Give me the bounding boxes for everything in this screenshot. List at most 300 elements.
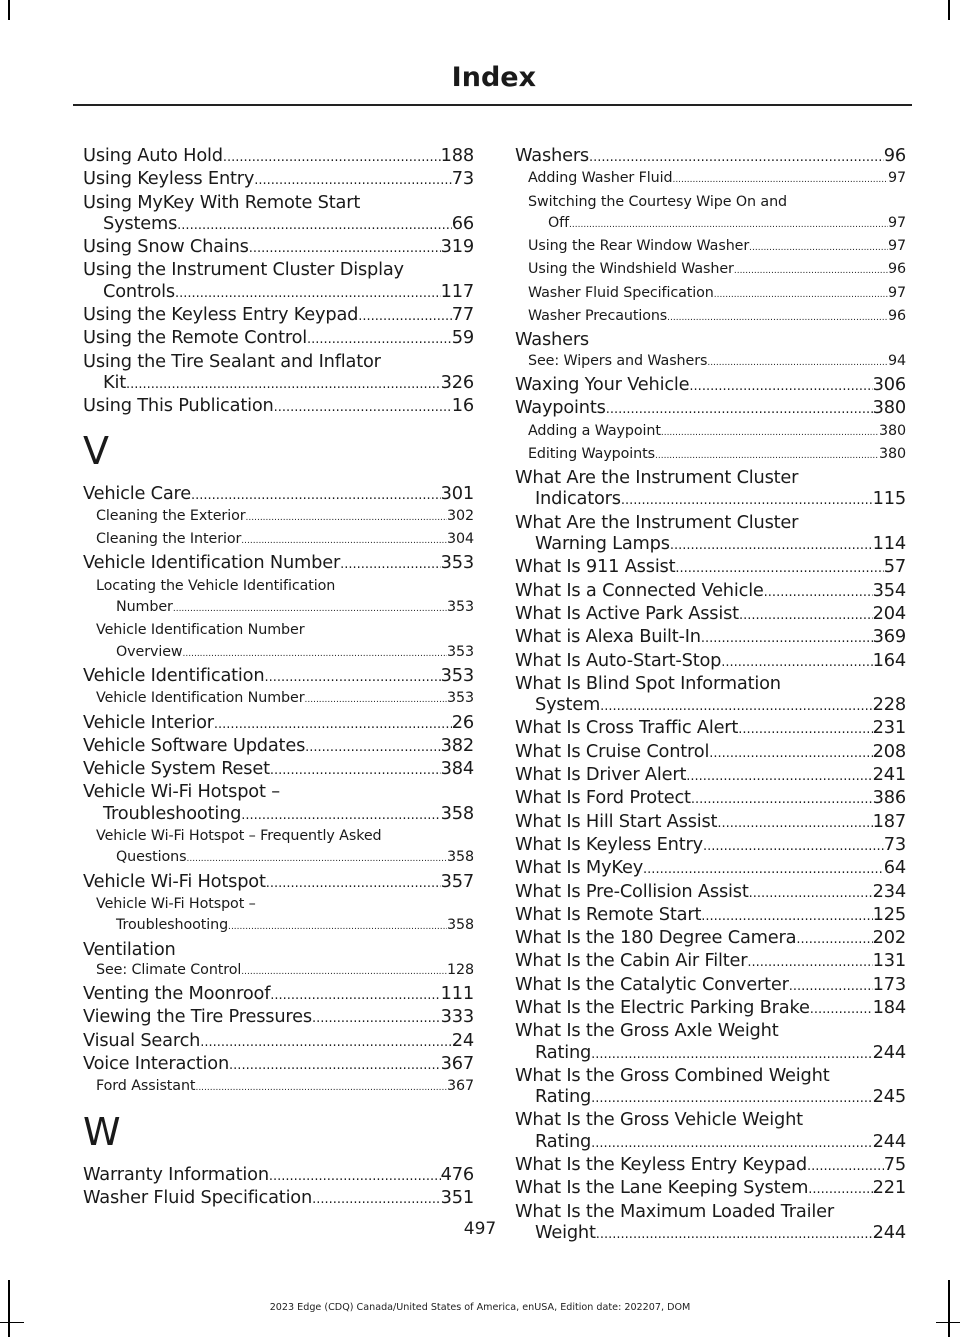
index-entry-text: Vehicle Identification Number — [96, 690, 305, 707]
index-entry-text: Venting the Moonroof — [83, 983, 271, 1005]
index-subentry — [515, 168, 906, 191]
dot-leader — [270, 983, 440, 1006]
index-page-ref[interactable]: 97 — [888, 238, 906, 255]
index-entry — [515, 673, 906, 718]
index-entry-text: What Is 911 Assist — [515, 556, 676, 578]
index-subentry — [83, 688, 474, 711]
index-page-ref[interactable]: 302 — [447, 507, 474, 524]
index-entry-text: What Is Active Park Assist — [515, 602, 739, 624]
dot-leader — [340, 552, 441, 575]
crop-mark-bottom-right-v — [948, 1280, 950, 1337]
dot-leader — [591, 1086, 873, 1109]
index-page-ref[interactable]: 59 — [451, 327, 474, 349]
dot-leader — [703, 834, 884, 857]
footer-edition-info: 2023 Edge (CDQ) Canada/United States of America, enUSA, Edition date: 202207, DOM — [269, 1302, 691, 1313]
dot-leader — [223, 145, 441, 168]
index-page-ref[interactable]: 353 — [440, 552, 474, 574]
index-entry-text: Viewing the Tire Pressures — [83, 1006, 312, 1028]
index-entry-text: What Is the Keyless Entry Keypad — [515, 1154, 807, 1176]
index-entry — [83, 1164, 474, 1187]
index-entry-text: What Are the Instrument Cluster — [515, 467, 799, 489]
index-page-ref[interactable]: 97 — [888, 284, 906, 301]
dot-leader — [269, 1164, 441, 1187]
index-entry-text: Locating the Vehicle Identification — [96, 577, 336, 594]
index-entry — [83, 145, 474, 168]
dot-leader — [749, 236, 888, 259]
index-entry — [83, 1030, 474, 1053]
dot-leader — [606, 397, 873, 420]
index-page-ref[interactable]: 221 — [872, 1177, 906, 1199]
index-entry — [515, 811, 906, 834]
dot-leader — [312, 1006, 441, 1029]
index-subentry — [515, 283, 906, 306]
dot-leader — [126, 372, 441, 395]
index-page-ref[interactable]: 97 — [888, 170, 906, 187]
index-entry-text: Using MyKey With Remote Start — [83, 191, 361, 213]
index-entry — [515, 626, 906, 649]
index-entry — [515, 603, 906, 626]
index-subentry — [83, 826, 474, 871]
dot-leader — [569, 213, 888, 236]
dot-leader — [591, 1131, 873, 1154]
dot-leader — [689, 374, 872, 397]
index-page-ref[interactable]: 353 — [447, 690, 474, 707]
index-page-ref[interactable]: 204 — [872, 602, 906, 624]
dot-leader — [228, 915, 447, 938]
index-entry-text: What Are the Instrument Cluster — [515, 511, 799, 533]
index-page-ref[interactable]: 386 — [872, 787, 906, 809]
index-page-ref[interactable]: 333 — [440, 1006, 474, 1028]
index-entry — [83, 983, 474, 1006]
index-entry — [83, 327, 474, 350]
index-page-ref[interactable]: 353 — [447, 643, 474, 660]
index-letter-heading: W — [83, 1109, 121, 1154]
index-page-ref[interactable]: 358 — [440, 802, 474, 824]
index-entry-text: Rating — [535, 1041, 592, 1063]
index-entry-text: What Is the Maximum Loaded Trailer — [515, 1200, 834, 1222]
index-entry-text: Using the Remote Control — [83, 327, 307, 349]
index-page-ref[interactable]: 353 — [447, 599, 474, 616]
index-page-ref[interactable]: 57 — [883, 556, 906, 578]
index-page-ref[interactable]: 24 — [451, 1029, 474, 1051]
index-page-ref[interactable]: 188 — [440, 145, 474, 166]
index-subentry — [515, 192, 906, 237]
index-entry — [83, 1006, 474, 1029]
index-entry-text: What Is the 180 Degree Camera — [515, 927, 797, 949]
index-entry-text: What Is the Catalytic Converter — [515, 973, 789, 995]
index-subentry — [83, 506, 474, 529]
crop-mark-top-right-v — [948, 0, 950, 20]
index-entry — [515, 329, 906, 350]
index-page-ref[interactable]: 73 — [451, 168, 474, 190]
index-page-ref[interactable]: 244 — [872, 1221, 906, 1243]
dot-leader — [738, 717, 872, 740]
index-entry-text: Number — [116, 599, 173, 616]
index-page-ref[interactable]: 380 — [879, 445, 906, 462]
index-entry-text: Vehicle Identification Number — [96, 622, 305, 639]
index-page-ref[interactable]: 380 — [879, 422, 906, 439]
index-entry-text: Rating — [535, 1130, 592, 1152]
index-page-ref[interactable]: 367 — [440, 1052, 474, 1074]
dot-leader — [796, 927, 872, 950]
index-entry-text: Voice Interaction — [83, 1052, 230, 1074]
index-entry-text: Vehicle Identification Number — [83, 552, 341, 574]
index-entry-text: Warning Lamps — [535, 533, 670, 555]
index-entry — [515, 927, 906, 950]
dot-leader — [254, 168, 452, 191]
index-subentry — [515, 421, 906, 444]
index-entry-text: What Is MyKey — [515, 857, 644, 879]
dot-leader — [661, 421, 879, 444]
dot-leader — [643, 857, 884, 880]
index-page-ref[interactable]: 96 — [888, 308, 906, 325]
index-entry-text: Vehicle Care — [83, 482, 192, 504]
dot-leader — [177, 213, 452, 236]
dot-leader — [807, 1154, 884, 1177]
index-entry-text: Adding Washer Fluid — [528, 170, 673, 187]
index-page-ref[interactable]: 208 — [872, 740, 906, 762]
dot-leader — [241, 529, 447, 552]
dot-leader — [307, 327, 452, 350]
index-letter-heading: V — [83, 428, 109, 473]
index-entry-text: Using Keyless Entry — [83, 168, 255, 190]
index-entry-text: What is Alexa Built-In — [515, 626, 701, 648]
index-entry — [83, 236, 474, 259]
index-entry — [515, 904, 906, 927]
index-entry — [83, 395, 474, 418]
index-page-ref[interactable]: 96 — [883, 145, 906, 166]
header-rule — [73, 104, 912, 106]
index-entry-text: Washers — [515, 329, 589, 351]
index-page-ref[interactable]: 382 — [440, 734, 474, 756]
dot-leader — [667, 306, 888, 329]
index-entry-text: Systems — [103, 212, 178, 234]
dot-leader — [655, 444, 879, 467]
index-entry — [83, 168, 474, 191]
index-entry-text: Waxing Your Vehicle — [515, 373, 690, 395]
index-page-ref[interactable]: 369 — [872, 626, 906, 648]
dot-leader — [739, 603, 873, 626]
dot-leader — [312, 1187, 441, 1210]
index-subentry — [515, 236, 906, 259]
dot-leader — [670, 533, 873, 556]
index-page-ref[interactable]: 244 — [872, 1130, 906, 1152]
dot-leader — [701, 626, 873, 649]
index-entry-text: What Is Pre-Collision Assist — [515, 880, 749, 902]
index-entry — [515, 1020, 906, 1065]
index-entry — [83, 665, 474, 688]
dot-leader — [675, 556, 883, 579]
index-subentry — [83, 620, 474, 665]
dot-leader — [264, 665, 440, 688]
index-entry-text: Controls — [103, 280, 175, 302]
index-entry — [515, 764, 906, 787]
index-entry — [515, 974, 906, 997]
index-entry-text: What Is Cross Traffic Alert — [515, 717, 739, 739]
index-entry-text: Visual Search — [83, 1029, 201, 1051]
index-page-ref[interactable]: 128 — [447, 961, 474, 978]
page-title: Index — [451, 62, 536, 93]
index-page-ref[interactable]: 304 — [447, 531, 474, 548]
index-page-ref[interactable]: 241 — [872, 764, 906, 786]
index-entry-text: Weight — [535, 1221, 596, 1243]
index-entry-text: Waypoints — [515, 397, 606, 419]
index-entry-text: See: Wipers and Washers — [528, 352, 708, 369]
dot-leader — [747, 950, 872, 973]
index-page-ref[interactable]: 184 — [872, 996, 906, 1018]
index-subentry — [83, 529, 474, 552]
index-page-ref[interactable]: 96 — [888, 261, 906, 278]
dot-leader — [810, 997, 873, 1020]
index-page-ref[interactable]: 97 — [888, 214, 906, 231]
index-entry — [83, 758, 474, 781]
dot-leader — [270, 758, 441, 781]
dot-leader — [214, 712, 452, 735]
index-entry — [515, 787, 906, 810]
dot-leader — [672, 168, 888, 191]
index-entry-text: What Is Blind Spot Information — [515, 672, 781, 694]
index-entry-text: Vehicle Wi-Fi Hotspot — [83, 870, 266, 892]
dot-leader — [701, 904, 872, 927]
index-entry-text: Using the Keyless Entry Keypad — [83, 304, 359, 326]
index-page-ref[interactable]: 245 — [872, 1086, 906, 1108]
index-entry-text: Vehicle System Reset — [83, 758, 270, 780]
dot-leader — [789, 974, 873, 997]
index-entry-text: What Is a Connected Vehicle — [515, 579, 764, 601]
index-entry-text: Vehicle Wi-Fi Hotspot – Frequently Asked — [96, 828, 382, 845]
dot-leader — [241, 803, 440, 826]
index-entry-text: What Is the Gross Vehicle Weight — [515, 1109, 803, 1131]
index-page-ref[interactable]: 77 — [451, 304, 474, 326]
dot-leader — [305, 688, 448, 711]
index-page-ref[interactable]: 228 — [872, 694, 906, 716]
index-entry-text: Ventilation — [83, 938, 176, 960]
index-entry-text: Vehicle Wi-Fi Hotspot – — [96, 895, 256, 912]
index-entry-text: Washer Fluid Specification — [528, 284, 714, 301]
dot-leader — [734, 259, 888, 282]
dot-leader — [589, 145, 884, 168]
index-entry-text: Troubleshooting — [103, 802, 242, 824]
index-entry — [515, 374, 906, 397]
index-entry — [515, 997, 906, 1020]
index-entry-text: Using the Rear Window Washer — [528, 238, 750, 255]
index-page-ref[interactable]: 73 — [883, 833, 906, 855]
dot-leader — [191, 483, 441, 506]
dot-leader — [187, 847, 448, 870]
index-page-ref[interactable]: 26 — [451, 711, 474, 733]
index-page-ref[interactable]: 16 — [451, 395, 474, 417]
index-page-ref[interactable]: 306 — [872, 373, 906, 395]
index-page-ref[interactable]: 187 — [872, 810, 906, 832]
dot-leader — [686, 764, 872, 787]
index-page-ref[interactable]: 75 — [883, 1154, 906, 1176]
index-page-ref[interactable]: 367 — [447, 1078, 474, 1095]
index-entry — [83, 192, 474, 237]
index-entry — [83, 304, 474, 327]
index-entry — [515, 1065, 906, 1110]
index-entry-text: Using the Windshield Washer — [528, 261, 734, 278]
index-page-ref[interactable]: 351 — [440, 1186, 474, 1208]
index-entry-text: Switching the Courtesy Wipe On and — [528, 193, 788, 210]
index-entry-text: Adding a Waypoint — [528, 422, 661, 439]
index-entry-text: What Is the Gross Combined Weight — [515, 1064, 830, 1086]
dot-leader — [717, 811, 872, 834]
index-entry-text: Rating — [535, 1086, 592, 1108]
dot-leader — [175, 281, 441, 304]
index-entry-text: What Is Ford Protect — [515, 787, 691, 809]
index-entry-text: Ford Assistant — [96, 1078, 196, 1095]
index-column-right — [515, 145, 906, 1245]
index-page-ref[interactable]: 354 — [872, 579, 906, 601]
index-entry-text: Using the Tire Sealant and Inflator — [83, 350, 381, 372]
index-page-ref[interactable]: 358 — [447, 917, 474, 934]
index-entry — [515, 834, 906, 857]
dot-leader — [249, 236, 441, 259]
index-entry-text: Vehicle Identification — [83, 664, 265, 686]
index-entry — [515, 717, 906, 740]
index-entry-text: See: Climate Control — [96, 961, 242, 978]
index-entry — [515, 1154, 906, 1177]
dot-leader — [721, 650, 872, 673]
index-entry — [83, 483, 474, 506]
index-subentry — [515, 351, 906, 374]
dot-leader — [621, 488, 873, 511]
index-page-ref[interactable]: 358 — [447, 849, 474, 866]
index-entry — [83, 259, 474, 304]
index-entry-text: Cleaning the Exterior — [96, 507, 246, 524]
index-page-ref[interactable]: 64 — [883, 857, 906, 879]
index-entry-text: Washer Fluid Specification — [83, 1186, 313, 1208]
index-entry-text: Vehicle Interior — [83, 711, 214, 733]
index-page-ref[interactable]: 326 — [440, 371, 474, 393]
index-entry — [515, 1109, 906, 1154]
index-page-ref[interactable]: 244 — [872, 1041, 906, 1063]
index-entry — [515, 650, 906, 673]
index-subentry — [515, 259, 906, 282]
dot-leader — [241, 960, 447, 983]
index-subentry — [515, 306, 906, 329]
index-page-ref[interactable]: 117 — [440, 280, 474, 302]
index-subentry — [83, 960, 474, 983]
index-entry-text: What Is the Electric Parking Brake — [515, 996, 810, 1018]
index-entry-text: Using the Instrument Cluster Display — [83, 259, 404, 281]
dot-leader — [358, 304, 452, 327]
index-page-ref[interactable]: 380 — [872, 397, 906, 419]
dot-leader — [691, 787, 873, 810]
index-entry — [515, 397, 906, 420]
index-entry-text: Cleaning the Interior — [96, 531, 242, 548]
index-entry-text: What Is Keyless Entry — [515, 833, 703, 855]
index-subentry — [83, 576, 474, 621]
crop-mark-top-left-v — [8, 0, 10, 20]
index-page-ref[interactable]: 94 — [888, 352, 906, 369]
index-entry — [515, 467, 906, 512]
index-page-ref[interactable]: 234 — [872, 880, 906, 902]
index-entry — [83, 351, 474, 396]
index-page-ref[interactable]: 115 — [872, 488, 906, 510]
index-entry-text: Indicators — [535, 488, 621, 510]
index-subentry — [83, 1076, 474, 1099]
index-entry-text: What Is Cruise Control — [515, 740, 710, 762]
index-entry-text: Washers — [515, 145, 589, 166]
index-entry-text: What Is Hill Start Assist — [515, 810, 718, 832]
index-subentry — [515, 444, 906, 467]
index-entry — [515, 1177, 906, 1200]
index-entry — [515, 512, 906, 557]
index-subentry — [83, 894, 474, 939]
dot-leader — [591, 1042, 873, 1065]
index-entry-text: What Is Auto-Start-Stop — [515, 649, 722, 671]
index-entry — [515, 881, 906, 904]
index-page-ref[interactable]: 384 — [440, 758, 474, 780]
index-page-ref[interactable]: 111 — [440, 983, 474, 1005]
index-entry — [83, 712, 474, 735]
index-page-ref[interactable]: 357 — [440, 870, 474, 892]
index-page-ref[interactable]: 125 — [872, 903, 906, 925]
dot-leader — [600, 694, 873, 717]
dot-leader — [195, 1076, 447, 1099]
index-entry-text: What Is Driver Alert — [515, 764, 687, 786]
index-entry-text: What Is the Gross Axle Weight — [515, 1020, 779, 1042]
index-entry — [515, 950, 906, 973]
index-page-ref[interactable]: 173 — [872, 973, 906, 995]
index-entry — [83, 871, 474, 894]
index-entry — [515, 857, 906, 880]
index-page-ref[interactable]: 319 — [440, 236, 474, 258]
dot-leader — [274, 395, 452, 418]
index-entry — [515, 580, 906, 603]
dot-leader — [305, 735, 441, 758]
dot-leader — [183, 642, 447, 665]
index-entry — [83, 1053, 474, 1076]
crop-mark-bottom-right-h — [936, 1322, 960, 1323]
index-entry-text: Kit — [103, 371, 126, 393]
index-page-ref[interactable]: 114 — [872, 533, 906, 555]
dot-leader — [808, 1177, 872, 1200]
index-entry-text: Vehicle Software Updates — [83, 734, 306, 756]
index-page-ref[interactable]: 231 — [872, 717, 906, 739]
index-entry-text: What Is the Lane Keeping System — [515, 1177, 809, 1199]
index-entry — [83, 552, 474, 575]
index-page-ref[interactable]: 202 — [872, 927, 906, 949]
index-entry-text: Warranty Information — [83, 1163, 269, 1185]
index-entry-text: Using Snow Chains — [83, 236, 249, 258]
index-column-left — [83, 145, 474, 1210]
index-entry — [83, 735, 474, 758]
index-entry — [515, 145, 906, 168]
index-page-ref[interactable]: 301 — [440, 482, 474, 504]
index-entry-text: Editing Waypoints — [528, 445, 655, 462]
index-page-ref[interactable]: 476 — [440, 1163, 474, 1185]
index-entry-text: Questions — [116, 849, 187, 866]
index-page-ref[interactable]: 131 — [872, 950, 906, 972]
index-page-ref[interactable]: 66 — [451, 212, 474, 234]
index-page-ref[interactable]: 353 — [440, 664, 474, 686]
crop-mark-bottom-left-v — [8, 1280, 10, 1337]
page-number: 497 — [463, 1219, 497, 1239]
index-entry — [515, 741, 906, 764]
dot-leader — [266, 871, 441, 894]
dot-leader — [707, 351, 888, 374]
index-entry — [83, 781, 474, 826]
dot-leader — [246, 506, 447, 529]
index-entry-text: What Is Remote Start — [515, 903, 702, 925]
index-entry — [515, 556, 906, 579]
index-entry-text: Overview — [116, 643, 183, 660]
index-entry-text: Using Auto Hold — [83, 145, 223, 166]
dot-leader — [200, 1030, 452, 1053]
index-page-ref[interactable]: 164 — [872, 649, 906, 671]
